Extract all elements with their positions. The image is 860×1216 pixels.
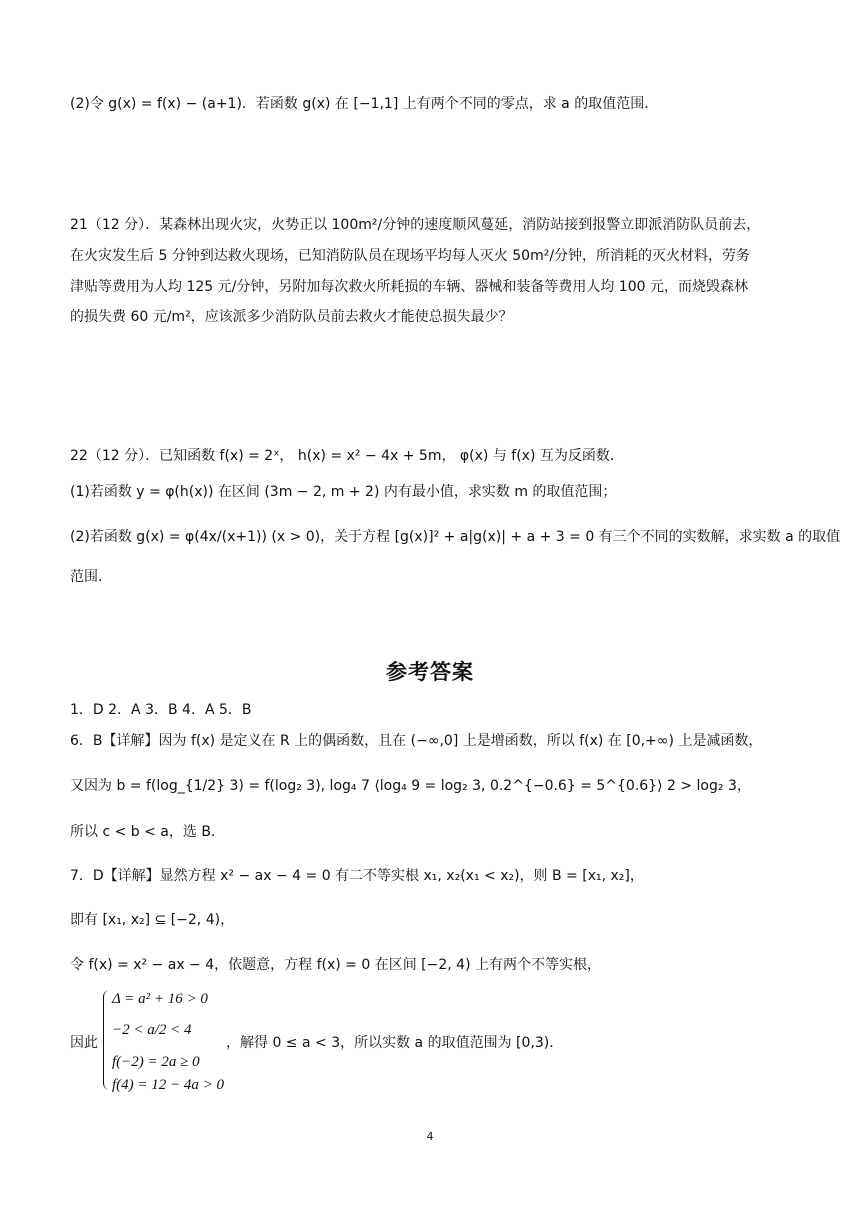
answer6-line: 又因为 b = f(log_{1/2} 3) = f(log₂ 3), log₄ 7 ⟨log₄ 9 = log₂ 3, 0.2^{−0.6} = 5^{0.6}⟩ 2 > log₂ 3，: [70, 778, 751, 794]
answer6-line: 所以 c < b < a，选 B.: [70, 824, 216, 840]
answer6-line: 6．B【详解】因为 f(x) 是定义在 R 上的偶函数，且在 (−∞,0] 上是增函数，所以 f(x) 在 [0,+∞) 上是减函数，: [70, 733, 763, 749]
equation-system-row: f(−2) = 2a ≥ 0: [112, 1054, 200, 1070]
equation-system-row: f(4) = 12 − 4a > 0: [112, 1077, 225, 1093]
equation-system-row: −2 < a/2 < 4: [112, 1022, 192, 1038]
problem20-part2: (2)令 g(x) = f(x) − (a+1)．若函数 g(x) 在 [−1,1] 上有两个不同的零点，求 a 的取值范围．: [70, 96, 659, 112]
problem21-line: 在火灾发生后 5 分钟到达救火现场，已知消防队员在现场平均每人灭火 50m²/分钟，所消耗的灭火材料，劳务: [70, 248, 751, 264]
problem22-part1: (1)若函数 y = φ(h(x)) 在区间 (3m − 2, m + 2) 内有最小值，求实数 m 的取值范围；: [70, 484, 617, 500]
page-number: 4: [426, 1130, 434, 1143]
problem22-part2-line1: (2)若函数 g(x) = φ(4x/(x+1)) (x > 0)，关于方程 [g(x)]² + a|g(x)| + a + 3 = 0 有三个不同的实数解，求实数 a 的取值: [70, 529, 841, 545]
problem22-part2-line2: 范围．: [70, 569, 112, 585]
problem21-line: 津贴等费用为人均 125 元/分钟，另附加每次救火所耗损的车辆、器械和装备等费用人均 100 元，而烧毁森林: [70, 279, 748, 295]
problem21-line: 21（12 分）．某森林出现火灾，火势正以 100m²/分钟的速度顺风蔓延，消防站接到报警立即派消防队员前去，: [70, 217, 761, 233]
answers-row1: 1．D 2．A 3．B 4．A 5．B: [70, 702, 252, 718]
answer7-line: 令 f(x) = x² − ax − 4，依题意，方程 f(x) = 0 在区间 [−2, 4) 上有两个不等实根，: [70, 957, 601, 973]
problem22-intro: 22（12 分）．已知函数 f(x) = 2ˣ， h(x) = x² − 4x + 5m， φ(x) 与 f(x) 互为反函数．: [70, 448, 624, 464]
answer7-line: 即有 [x₁, x₂] ⊆ [−2, 4)，: [70, 912, 235, 928]
equation-system-row: Δ = a² + 16 > 0: [112, 991, 208, 1007]
answer7-line: 7．D【详解】显然方程 x² − ax − 4 = 0 有二不等实根 x₁, x₂(x₁ < x₂)，则 B = [x₁, x₂]，: [70, 868, 644, 884]
answer7-system-prefix: 因此: [70, 1035, 98, 1051]
answers-heading: 参考答案: [386, 660, 474, 684]
equation-system-brace: [103, 990, 110, 1090]
answer7-conclusion: ，解得 0 ≤ a < 3，所以实数 a 的取值范围为 [0,3)．: [226, 1035, 564, 1051]
problem21-line: 的损失费 60 元/m²，应该派多少消防队员前去救火才能使总损失最少？: [70, 309, 513, 325]
